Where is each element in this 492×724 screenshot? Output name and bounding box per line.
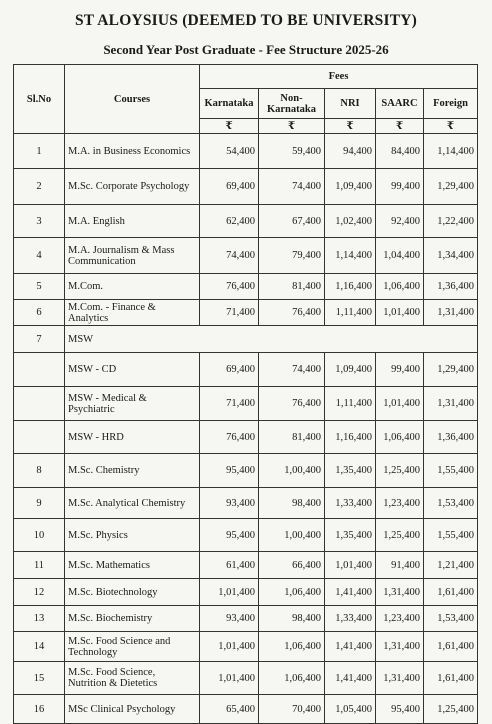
fee-amount: 1,31,400 — [424, 387, 478, 421]
table-row — [14, 662, 478, 695]
table-row — [14, 552, 478, 579]
serial-number: 1 — [14, 134, 65, 169]
currency-symbol: ₹ — [325, 119, 376, 134]
serial-number: 13 — [14, 606, 65, 632]
fee-amount: 1,22,400 — [424, 205, 478, 238]
fee-amount: 1,36,400 — [424, 421, 478, 454]
table-row — [14, 579, 478, 606]
fees-header: Fees — [200, 65, 478, 89]
course-name: MSW - Medical & Psychiatric — [65, 387, 200, 421]
table-row — [14, 519, 478, 552]
table-row — [14, 421, 478, 454]
fee-amount: 1,35,400 — [325, 454, 376, 488]
fee-amount: 81,400 — [259, 274, 325, 300]
fee-amount: 1,01,400 — [376, 300, 424, 326]
fee-amount: 1,33,400 — [325, 606, 376, 632]
fee-amount: 1,23,400 — [376, 606, 424, 632]
fee-amount: 76,400 — [259, 387, 325, 421]
fee-amount: 1,00,400 — [259, 519, 325, 552]
course-name: MSW - CD — [65, 353, 200, 387]
serial-number: 11 — [14, 552, 65, 579]
fee-amount: 98,400 — [259, 606, 325, 632]
course-name: MSc Clinical Psychology — [65, 695, 200, 724]
fee-column-header: SAARC — [376, 89, 424, 119]
serial-number: 16 — [14, 695, 65, 724]
currency-symbol: ₹ — [376, 119, 424, 134]
table-row — [14, 274, 478, 300]
fee-amount: 1,06,400 — [376, 421, 424, 454]
fee-amount: 92,400 — [376, 205, 424, 238]
fee-amount: 1,29,400 — [424, 169, 478, 205]
fee-amount: 99,400 — [376, 169, 424, 205]
course-name: MSW - HRD — [65, 421, 200, 454]
fee-amount: 54,400 — [200, 134, 259, 169]
course-name: M.Com. - Finance & Analytics — [65, 300, 200, 326]
serial-number: 9 — [14, 488, 65, 519]
course-name: M.Sc. Food Science and Technology — [65, 632, 200, 662]
fee-amount: 61,400 — [200, 552, 259, 579]
fee-amount: 1,01,400 — [200, 579, 259, 606]
table-row — [14, 632, 478, 662]
university-title: ST ALOYSIUS (DEEMED TO BE UNIVERSITY) — [74, 12, 418, 29]
fee-amount: 1,36,400 — [424, 274, 478, 300]
fee-amount: 66,400 — [259, 552, 325, 579]
fee-amount: 1,41,400 — [325, 662, 376, 695]
fee-amount: 1,35,400 — [325, 519, 376, 552]
serial-number: 6 — [14, 300, 65, 326]
fee-amount: 94,400 — [325, 134, 376, 169]
fee-amount: 95,400 — [200, 519, 259, 552]
fee-amount: 1,25,400 — [376, 519, 424, 552]
fee-amount: 93,400 — [200, 606, 259, 632]
serial-number: 14 — [14, 632, 65, 662]
serial-number: 15 — [14, 662, 65, 695]
fee-amount: 1,25,400 — [376, 454, 424, 488]
course-name: M.Sc. Food Science, Nutrition & Dietetics — [65, 662, 200, 695]
fee-column-header: NRI — [325, 89, 376, 119]
fee-amount: 1,55,400 — [424, 454, 478, 488]
serial-number: 4 — [14, 238, 65, 274]
fee-amount: 70,400 — [259, 695, 325, 724]
fee-amount: 1,01,400 — [200, 662, 259, 695]
course-name: M.A. Journalism & Mass Communication — [65, 238, 200, 274]
fee-amount: 71,400 — [200, 387, 259, 421]
fee-amount: 69,400 — [200, 353, 259, 387]
table-row — [14, 300, 478, 326]
fee-amount: 76,400 — [200, 274, 259, 300]
table-row — [14, 387, 478, 421]
table-row — [14, 454, 478, 488]
fee-amount: 93,400 — [200, 488, 259, 519]
course-name: MSW — [65, 326, 478, 353]
fee-amount: 1,31,400 — [376, 632, 424, 662]
fee-amount: 95,400 — [376, 695, 424, 724]
fee-amount: 98,400 — [259, 488, 325, 519]
fee-amount: 1,34,400 — [424, 238, 478, 274]
course-name: M.A. English — [65, 205, 200, 238]
course-name: M.Sc. Biochemistry — [65, 606, 200, 632]
fee-amount: 1,01,400 — [376, 387, 424, 421]
serial-number: 10 — [14, 519, 65, 552]
fee-amount: 67,400 — [259, 205, 325, 238]
fee-amount: 1,61,400 — [424, 632, 478, 662]
table-row — [14, 488, 478, 519]
fee-amount: 1,25,400 — [424, 695, 478, 724]
fee-amount: 1,53,400 — [424, 488, 478, 519]
fee-amount: 71,400 — [200, 300, 259, 326]
fee-amount: 1,02,400 — [325, 205, 376, 238]
table-row — [14, 606, 478, 632]
course-name: M.Sc. Corporate Psychology — [65, 169, 200, 205]
fee-amount: 62,400 — [200, 205, 259, 238]
fee-amount: 79,400 — [259, 238, 325, 274]
courses-header: Courses — [65, 65, 200, 134]
fee-amount: 1,41,400 — [325, 579, 376, 606]
currency-symbol: ₹ — [259, 119, 325, 134]
fee-amount: 95,400 — [200, 454, 259, 488]
serial-number — [14, 353, 65, 387]
fee-amount: 1,11,400 — [325, 300, 376, 326]
fee-amount: 1,53,400 — [424, 606, 478, 632]
serial-number: 12 — [14, 579, 65, 606]
table-row — [14, 205, 478, 238]
table-row — [14, 695, 478, 724]
fee-amount: 1,21,400 — [424, 552, 478, 579]
table-row — [14, 169, 478, 205]
fee-amount: 76,400 — [259, 300, 325, 326]
currency-symbol: ₹ — [200, 119, 259, 134]
fee-amount: 74,400 — [200, 238, 259, 274]
fee-column-header: Foreign — [424, 89, 478, 119]
fee-amount: 1,06,400 — [259, 662, 325, 695]
fee-amount: 74,400 — [259, 353, 325, 387]
course-name: M.Sc. Biotechnology — [65, 579, 200, 606]
course-name: M.Sc. Analytical Chemistry — [65, 488, 200, 519]
serial-number: 3 — [14, 205, 65, 238]
course-name: M.Com. — [65, 274, 200, 300]
serial-number — [14, 421, 65, 454]
fee-amount: 59,400 — [259, 134, 325, 169]
table-row — [14, 134, 478, 169]
currency-symbol: ₹ — [424, 119, 478, 134]
fee-amount: 74,400 — [259, 169, 325, 205]
fee-amount: 1,23,400 — [376, 488, 424, 519]
fee-amount: 1,31,400 — [376, 579, 424, 606]
fee-amount: 1,06,400 — [259, 632, 325, 662]
fee-structure-subtitle: Second Year Post Graduate - Fee Structure 2025-26 — [103, 42, 389, 57]
fee-column-header: Non- Karnataka — [259, 89, 325, 119]
course-name: M.Sc. Chemistry — [65, 454, 200, 488]
slno-header: Sl.No — [14, 65, 65, 134]
fee-amount: 1,04,400 — [376, 238, 424, 274]
fee-amount: 91,400 — [376, 552, 424, 579]
fee-amount: 1,14,400 — [325, 238, 376, 274]
fee-amount: 1,06,400 — [376, 274, 424, 300]
fee-amount: 1,05,400 — [325, 695, 376, 724]
fee-amount: 76,400 — [200, 421, 259, 454]
serial-number: 5 — [14, 274, 65, 300]
table-row — [14, 326, 478, 353]
fee-amount: 1,33,400 — [325, 488, 376, 519]
fee-amount: 1,61,400 — [424, 662, 478, 695]
fee-column-header: Karnataka — [200, 89, 259, 119]
fee-amount: 1,00,400 — [259, 454, 325, 488]
serial-number: 7 — [14, 326, 65, 353]
table-row — [14, 353, 478, 387]
fee-amount: 1,01,400 — [325, 552, 376, 579]
fee-amount: 84,400 — [376, 134, 424, 169]
fee-amount: 1,41,400 — [325, 632, 376, 662]
fee-amount: 65,400 — [200, 695, 259, 724]
fee-amount: 1,31,400 — [424, 300, 478, 326]
serial-number: 8 — [14, 454, 65, 488]
fee-amount: 1,09,400 — [325, 169, 376, 205]
course-name: M.Sc. Physics — [65, 519, 200, 552]
fee-amount: 1,09,400 — [325, 353, 376, 387]
fee-table — [13, 64, 478, 724]
fee-amount: 1,29,400 — [424, 353, 478, 387]
fee-amount: 81,400 — [259, 421, 325, 454]
fee-amount: 1,61,400 — [424, 579, 478, 606]
fee-amount: 1,31,400 — [376, 662, 424, 695]
fee-amount: 1,11,400 — [325, 387, 376, 421]
fee-amount: 1,14,400 — [424, 134, 478, 169]
course-name: M.A. in Business Economics — [65, 134, 200, 169]
course-name: M.Sc. Mathematics — [65, 552, 200, 579]
fee-amount: 1,55,400 — [424, 519, 478, 552]
serial-number: 2 — [14, 169, 65, 205]
fee-amount: 1,16,400 — [325, 274, 376, 300]
fee-amount: 1,06,400 — [259, 579, 325, 606]
table-row — [14, 238, 478, 274]
fee-amount: 1,16,400 — [325, 421, 376, 454]
fee-amount: 1,01,400 — [200, 632, 259, 662]
fee-amount: 99,400 — [376, 353, 424, 387]
serial-number — [14, 387, 65, 421]
fee-amount: 69,400 — [200, 169, 259, 205]
